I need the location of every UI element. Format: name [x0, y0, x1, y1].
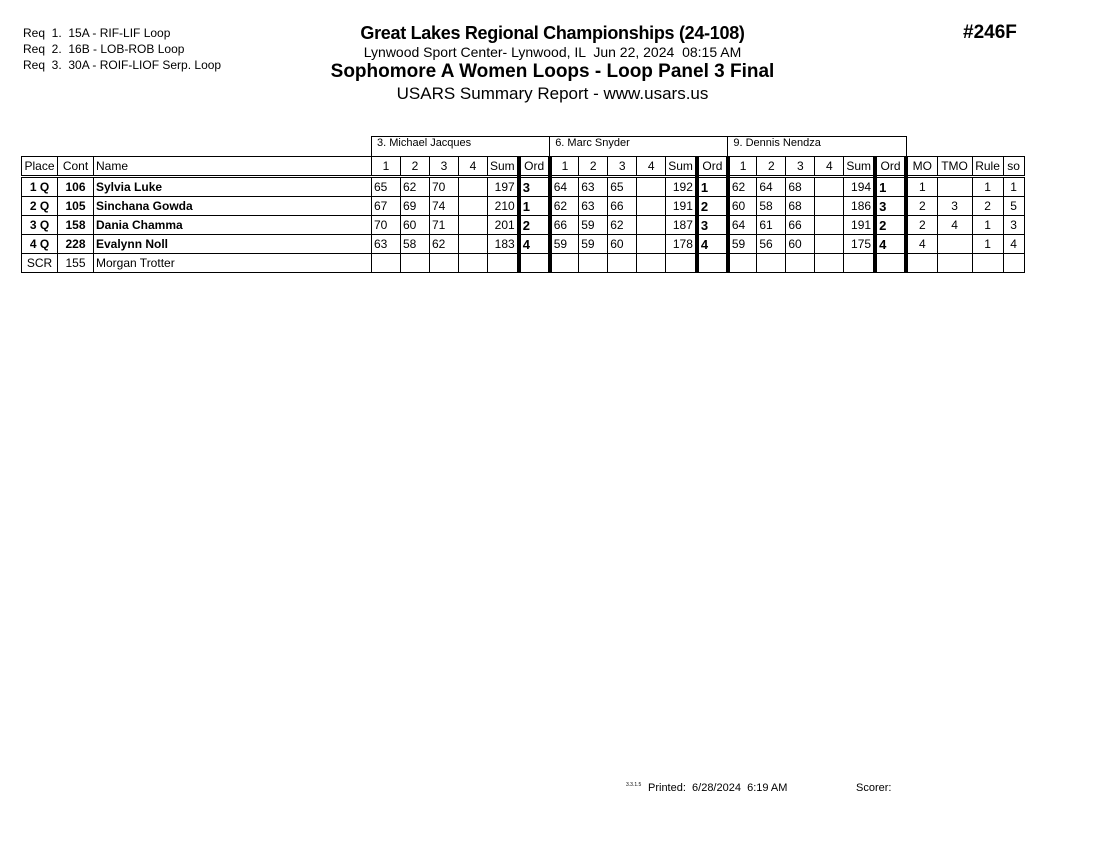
judge-1-score-2: 60 — [401, 216, 430, 235]
judge-1-score-3 — [430, 254, 459, 273]
judge-1-score-1: 67 — [372, 197, 401, 216]
requirements-list — [23, 25, 221, 73]
requirement-2: Req 2. 16B - LOB-ROB Loop — [23, 42, 185, 56]
judge-2-ordinal: 4 — [697, 235, 728, 254]
judge-3-score-2: 56 — [757, 235, 786, 254]
judge-2-score-2: 63 — [579, 197, 608, 216]
judge-1-score-3: 70 — [430, 177, 459, 197]
name-cell: Sylvia Luke — [94, 177, 372, 197]
venue-date: Lynwood Sport Center- Lynwood, IL Jun 22, 2024 08:15 AM — [363, 44, 742, 60]
judge-2-score-3: 62 — [608, 216, 637, 235]
cont-cell: 105 — [58, 197, 94, 216]
place-cell: SCR — [22, 254, 58, 273]
col-place: Place — [22, 157, 58, 177]
judge-3-ordinal: 1 — [875, 177, 906, 197]
j2-col-1: 1 — [550, 157, 579, 177]
j3-col-3: 3 — [786, 157, 815, 177]
judge-2-score-1: 59 — [550, 235, 579, 254]
judge-1-sum: 201 — [488, 216, 519, 235]
judge-3-score-4 — [815, 197, 844, 216]
table-row — [22, 177, 1025, 197]
judge-3-name: 9. Dennis Nendza — [728, 137, 906, 157]
place-cell: 4 Q — [22, 235, 58, 254]
printed-timestamp: Printed: 6/28/2024 6:19 AM — [648, 782, 788, 794]
j1-col-4: 4 — [459, 157, 488, 177]
judge-2-score-1: 62 — [550, 197, 579, 216]
judge-2-ordinal: 1 — [697, 177, 728, 197]
judge-1-name: 3. Michael Jacques — [372, 137, 550, 157]
place-cell: 3 Q — [22, 216, 58, 235]
judge-1-sum: 210 — [488, 197, 519, 216]
judge-1-score-1: 63 — [372, 235, 401, 254]
judge-1-score-3: 74 — [430, 197, 459, 216]
judge-3-score-1: 59 — [728, 235, 757, 254]
judge-2-score-2: 63 — [579, 177, 608, 197]
header-row — [22, 157, 1025, 177]
judge-2-ordinal: 3 — [697, 216, 728, 235]
tmo-cell — [937, 177, 972, 197]
so-cell: 5 — [1003, 197, 1024, 216]
judge-2-score-4 — [637, 254, 666, 273]
col-name: Name — [94, 157, 372, 177]
judge-2-name: 6. Marc Snyder — [550, 137, 728, 157]
col-tmo: TMO — [937, 157, 972, 177]
mo-cell: 4 — [906, 235, 937, 254]
judge-3-score-2: 64 — [757, 177, 786, 197]
cont-cell: 228 — [58, 235, 94, 254]
judge-3-ordinal: 4 — [875, 235, 906, 254]
judge-3-score-2 — [757, 254, 786, 273]
place-cell: 2 Q — [22, 197, 58, 216]
j2-col-2: 2 — [579, 157, 608, 177]
j2-col-sum: Sum — [666, 157, 697, 177]
so-cell: 3 — [1003, 216, 1024, 235]
judge-1-ordinal: 4 — [519, 235, 550, 254]
name-cell: Dania Chamma — [94, 216, 372, 235]
event-title: Sophomore A Women Loops - Loop Panel 3 Final — [330, 61, 775, 82]
judge-3-sum: 191 — [844, 216, 875, 235]
judge-1-sum: 197 — [488, 177, 519, 197]
mo-cell: 2 — [906, 197, 937, 216]
judge-1-score-1 — [372, 254, 401, 273]
judge-3-sum — [844, 254, 875, 273]
judge-2-score-3: 66 — [608, 197, 637, 216]
judge-3-ordinal: 3 — [875, 197, 906, 216]
report-subtitle: USARS Summary Report - www.usars.us — [396, 84, 709, 103]
cont-cell: 158 — [58, 216, 94, 235]
judge-3-score-4 — [815, 216, 844, 235]
judge-1-score-2: 69 — [401, 197, 430, 216]
judge-3-score-3 — [786, 254, 815, 273]
judge-2-score-3 — [608, 254, 637, 273]
judge-3-score-2: 58 — [757, 197, 786, 216]
judge-1-ordinal — [519, 254, 550, 273]
tmo-cell: 3 — [937, 197, 972, 216]
judge-2-score-3: 65 — [608, 177, 637, 197]
scorer-label: Scorer: — [856, 782, 892, 794]
judge-2-score-2 — [579, 254, 608, 273]
tmo-cell: 4 — [937, 216, 972, 235]
judge-3-score-1: 64 — [728, 216, 757, 235]
rule-cell: 1 — [972, 177, 1003, 197]
table-row — [22, 254, 1025, 273]
col-rule: Rule — [972, 157, 1003, 177]
competition-title: Great Lakes Regional Championships (24-108) — [360, 23, 745, 43]
table-row — [22, 216, 1025, 235]
j3-col-sum: Sum — [844, 157, 875, 177]
j3-col-1: 1 — [728, 157, 757, 177]
judge-1-sum: 183 — [488, 235, 519, 254]
j1-col-1: 1 — [372, 157, 401, 177]
col-so: so — [1003, 157, 1024, 177]
judges-row — [22, 137, 1025, 157]
results-table — [21, 136, 1025, 273]
judge-3-score-2: 61 — [757, 216, 786, 235]
judge-3-score-4 — [815, 254, 844, 273]
judge-2-ordinal: 2 — [697, 197, 728, 216]
judge-2-score-4 — [637, 216, 666, 235]
judge-3-sum: 175 — [844, 235, 875, 254]
place-cell: 1 Q — [22, 177, 58, 197]
judge-3-score-3: 66 — [786, 216, 815, 235]
judge-3-score-4 — [815, 235, 844, 254]
judge-2-sum: 191 — [666, 197, 697, 216]
judge-1-score-1: 70 — [372, 216, 401, 235]
judge-1-score-3: 71 — [430, 216, 459, 235]
tmo-cell — [937, 254, 972, 273]
so-cell: 4 — [1003, 235, 1024, 254]
judge-1-score-1: 65 — [372, 177, 401, 197]
judge-1-score-3: 62 — [430, 235, 459, 254]
judge-2-ordinal — [697, 254, 728, 273]
j3-col-4: 4 — [815, 157, 844, 177]
tmo-cell — [937, 235, 972, 254]
rule-cell — [972, 254, 1003, 273]
judge-2-score-4 — [637, 197, 666, 216]
judge-1-score-2 — [401, 254, 430, 273]
j1-col-3: 3 — [430, 157, 459, 177]
judge-1-score-2: 58 — [401, 235, 430, 254]
rule-cell: 1 — [972, 216, 1003, 235]
judge-3-score-3: 60 — [786, 235, 815, 254]
judge-3-ordinal — [875, 254, 906, 273]
report-header — [290, 22, 815, 104]
rule-cell: 2 — [972, 197, 1003, 216]
mo-cell: 1 — [906, 177, 937, 197]
col-cont: Cont — [58, 157, 94, 177]
event-number: #246F — [963, 22, 1017, 43]
j2-col-ord: Ord — [697, 157, 728, 177]
judge-2-score-4 — [637, 177, 666, 197]
j3-col-2: 2 — [757, 157, 786, 177]
judge-1-score-4 — [459, 235, 488, 254]
judge-1-score-4 — [459, 197, 488, 216]
name-cell: Sinchana Gowda — [94, 197, 372, 216]
requirement-1: Req 1. 15A - RIF-LIF Loop — [23, 26, 171, 40]
mo-cell — [906, 254, 937, 273]
judge-1-score-4 — [459, 177, 488, 197]
so-cell — [1003, 254, 1024, 273]
name-cell: Morgan Trotter — [94, 254, 372, 273]
judge-2-sum: 192 — [666, 177, 697, 197]
judge-1-score-4 — [459, 216, 488, 235]
judge-3-sum: 186 — [844, 197, 875, 216]
cont-cell: 106 — [58, 177, 94, 197]
requirement-3: Req 3. 30A - ROIF-LIOF Serp. Loop — [23, 58, 222, 72]
table-row — [22, 235, 1025, 254]
judge-3-sum: 194 — [844, 177, 875, 197]
judge-2-sum: 178 — [666, 235, 697, 254]
judge-2-score-2: 59 — [579, 216, 608, 235]
judge-2-score-1: 64 — [550, 177, 579, 197]
judge-3-score-3: 68 — [786, 197, 815, 216]
software-version: 3.3.1.5 — [626, 782, 642, 788]
judge-1-ordinal: 3 — [519, 177, 550, 197]
judge-2-score-1: 66 — [550, 216, 579, 235]
judge-3-score-1: 62 — [728, 177, 757, 197]
j1-col-ord: Ord — [519, 157, 550, 177]
j3-col-ord: Ord — [875, 157, 906, 177]
judge-3-score-1: 60 — [728, 197, 757, 216]
judge-2-score-3: 60 — [608, 235, 637, 254]
j2-col-4: 4 — [637, 157, 666, 177]
judge-2-sum: 187 — [666, 216, 697, 235]
j2-col-3: 3 — [608, 157, 637, 177]
judge-3-score-1 — [728, 254, 757, 273]
judge-3-score-4 — [815, 177, 844, 197]
judge-2-sum — [666, 254, 697, 273]
judge-1-ordinal: 2 — [519, 216, 550, 235]
judge-1-ordinal: 1 — [519, 197, 550, 216]
j1-col-sum: Sum — [488, 157, 519, 177]
judge-1-score-2: 62 — [401, 177, 430, 197]
judge-3-ordinal: 2 — [875, 216, 906, 235]
name-cell: Evalynn Noll — [94, 235, 372, 254]
judge-2-score-4 — [637, 235, 666, 254]
so-cell: 1 — [1003, 177, 1024, 197]
judge-2-score-2: 59 — [579, 235, 608, 254]
judge-1-sum — [488, 254, 519, 273]
table-row — [22, 197, 1025, 216]
rule-cell: 1 — [972, 235, 1003, 254]
cont-cell: 155 — [58, 254, 94, 273]
judge-3-score-3: 68 — [786, 177, 815, 197]
judge-2-score-1 — [550, 254, 579, 273]
judge-1-score-4 — [459, 254, 488, 273]
j1-col-2: 2 — [401, 157, 430, 177]
col-mo: MO — [906, 157, 937, 177]
mo-cell: 2 — [906, 216, 937, 235]
